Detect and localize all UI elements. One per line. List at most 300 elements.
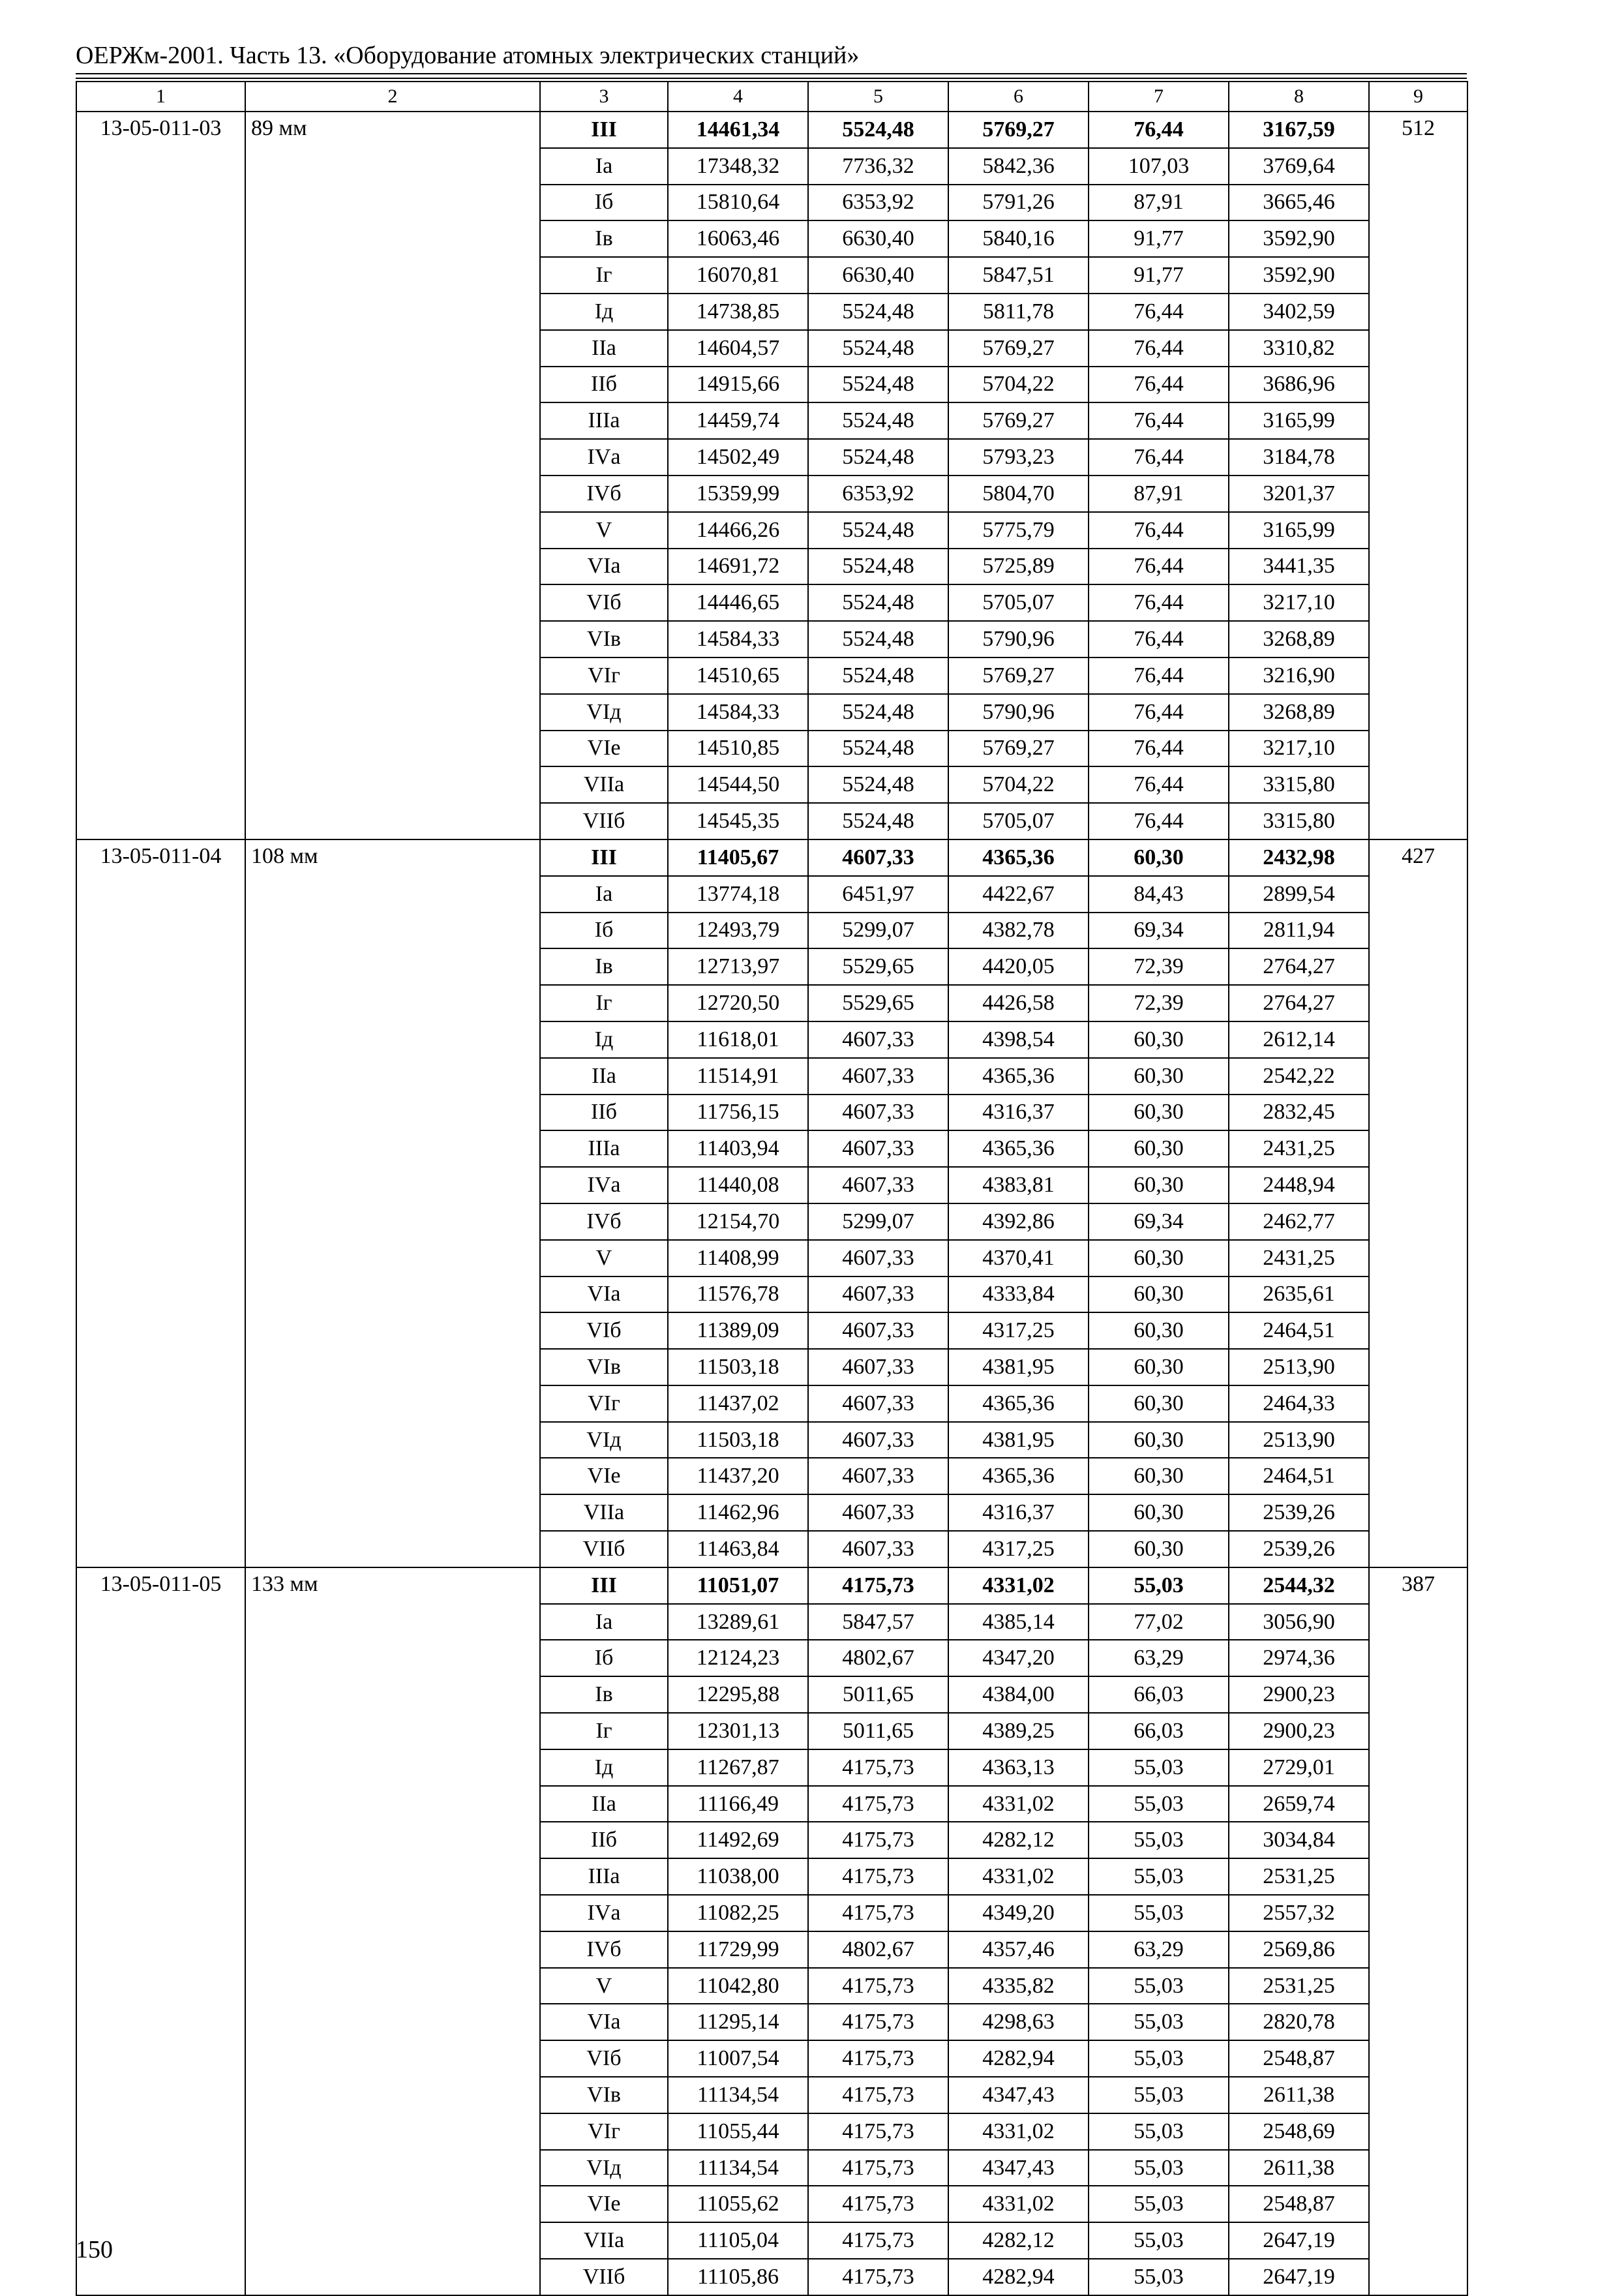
materials-cell: 2542,22 [1229, 1058, 1369, 1095]
zone-cell: IIа [540, 1058, 668, 1095]
machines-cell: 4333,84 [948, 1276, 1089, 1313]
materials-cell: 2569,86 [1229, 1931, 1369, 1968]
machines-cell: 4357,46 [948, 1931, 1089, 1968]
driver-wages-cell: 55,03 [1089, 1567, 1229, 1604]
wages-cell: 4607,33 [808, 1276, 948, 1313]
driver-wages-cell: 60,30 [1089, 1021, 1229, 1058]
total-cost-cell: 14544,50 [668, 766, 808, 803]
zone-cell: VIа [540, 549, 668, 585]
total-cost-cell: 14461,34 [668, 112, 808, 148]
materials-cell: 2548,69 [1229, 2113, 1369, 2150]
driver-wages-cell: 60,30 [1089, 1422, 1229, 1458]
driver-wages-cell: 60,30 [1089, 1349, 1229, 1385]
table-row [76, 839, 1467, 876]
driver-wages-cell: 60,30 [1089, 1458, 1229, 1494]
machines-cell: 4383,81 [948, 1167, 1089, 1203]
wages-cell: 4175,73 [808, 1786, 948, 1822]
total-cost-cell: 14604,57 [668, 330, 808, 367]
materials-cell: 3310,82 [1229, 330, 1369, 367]
machines-cell: 4317,25 [948, 1531, 1089, 1567]
total-cost-cell: 11492,69 [668, 1822, 808, 1858]
total-cost-cell: 12154,70 [668, 1203, 808, 1240]
wages-cell: 5524,48 [808, 330, 948, 367]
driver-wages-cell: 91,77 [1089, 220, 1229, 257]
driver-wages-cell: 76,44 [1089, 584, 1229, 621]
driver-wages-cell: 60,30 [1089, 1312, 1229, 1349]
materials-cell: 2464,51 [1229, 1458, 1369, 1494]
zone-cell: IVа [540, 1167, 668, 1203]
driver-wages-cell: 76,44 [1089, 803, 1229, 839]
machines-cell: 4316,37 [948, 1494, 1089, 1531]
driver-wages-cell: 76,44 [1089, 657, 1229, 694]
wages-cell: 4175,73 [808, 2259, 948, 2295]
wages-cell: 4175,73 [808, 1749, 948, 1786]
wages-cell: 4175,73 [808, 1968, 948, 2004]
wages-cell: 4607,33 [808, 1385, 948, 1422]
zone-cell: VIг [540, 657, 668, 694]
machines-cell: 4385,14 [948, 1604, 1089, 1640]
machines-cell: 4282,94 [948, 2259, 1089, 2295]
wages-cell: 5524,48 [808, 657, 948, 694]
wages-cell: 5524,48 [808, 402, 948, 439]
machines-cell: 4398,54 [948, 1021, 1089, 1058]
wages-cell: 5524,48 [808, 694, 948, 731]
table-body [76, 82, 1467, 2295]
wages-cell: 6451,97 [808, 876, 948, 913]
total-cost-cell: 12301,13 [668, 1713, 808, 1749]
driver-wages-cell: 76,44 [1089, 439, 1229, 476]
zone-cell: IVа [540, 439, 668, 476]
materials-cell: 3402,59 [1229, 294, 1369, 330]
materials-cell: 2611,38 [1229, 2150, 1369, 2186]
zone-cell: Iд [540, 294, 668, 330]
machines-cell: 5704,22 [948, 367, 1089, 403]
wages-cell: 4607,33 [808, 839, 948, 876]
machines-cell: 4365,36 [948, 839, 1089, 876]
driver-wages-cell: 60,30 [1089, 1095, 1229, 1131]
materials-cell: 2811,94 [1229, 913, 1369, 949]
zone-cell: IVа [540, 1895, 668, 1931]
materials-cell: 2513,90 [1229, 1349, 1369, 1385]
total-cost-cell: 12713,97 [668, 948, 808, 985]
zone-cell: IVб [540, 476, 668, 512]
driver-wages-cell: 55,03 [1089, 1822, 1229, 1858]
wages-cell: 6630,40 [808, 220, 948, 257]
wages-cell: 5524,48 [808, 766, 948, 803]
wages-cell: 5524,48 [808, 584, 948, 621]
materials-cell: 3315,80 [1229, 766, 1369, 803]
driver-wages-cell: 107,03 [1089, 148, 1229, 185]
total-cost-cell: 11729,99 [668, 1931, 808, 1968]
wages-cell: 5524,48 [808, 803, 948, 839]
wages-cell: 5524,48 [808, 731, 948, 767]
materials-cell: 3441,35 [1229, 549, 1369, 585]
wages-cell: 5524,48 [808, 439, 948, 476]
machines-cell: 4370,41 [948, 1240, 1089, 1276]
total-cost-cell: 14446,65 [668, 584, 808, 621]
zone-cell: Iа [540, 1604, 668, 1640]
materials-cell: 2820,78 [1229, 2004, 1369, 2040]
driver-wages-cell: 76,44 [1089, 330, 1229, 367]
zone-cell: Iб [540, 1640, 668, 1676]
price-table [76, 81, 1468, 2296]
materials-cell: 2900,23 [1229, 1676, 1369, 1713]
wages-cell: 4175,73 [808, 2186, 948, 2222]
driver-wages-cell: 60,30 [1089, 1058, 1229, 1095]
total-cost-cell: 11105,86 [668, 2259, 808, 2295]
driver-wages-cell: 84,43 [1089, 876, 1229, 913]
zone-cell: IIа [540, 1786, 668, 1822]
materials-cell: 3165,99 [1229, 402, 1369, 439]
machines-cell: 4282,12 [948, 1822, 1089, 1858]
driver-wages-cell: 66,03 [1089, 1713, 1229, 1749]
machines-cell: 4381,95 [948, 1349, 1089, 1385]
total-cost-cell: 11408,99 [668, 1240, 808, 1276]
total-cost-cell: 11437,02 [668, 1385, 808, 1422]
column-number: 7 [1089, 82, 1229, 112]
total-cost-cell: 11267,87 [668, 1749, 808, 1786]
zone-cell: VIе [540, 2186, 668, 2222]
total-cost-cell: 11576,78 [668, 1276, 808, 1313]
driver-wages-cell: 76,44 [1089, 621, 1229, 657]
machines-cell: 4382,78 [948, 913, 1089, 949]
machines-cell: 5790,96 [948, 621, 1089, 657]
diameter-cell: 89 мм [245, 112, 540, 839]
total-cost-cell: 11166,49 [668, 1786, 808, 1822]
total-cost-cell: 11462,96 [668, 1494, 808, 1531]
machines-cell: 4331,02 [948, 1858, 1089, 1895]
zone-cell: IIа [540, 330, 668, 367]
materials-cell: 3315,80 [1229, 803, 1369, 839]
wages-cell: 4607,33 [808, 1531, 948, 1567]
zone-cell: III [540, 1567, 668, 1604]
materials-cell: 3184,78 [1229, 439, 1369, 476]
wages-cell: 4607,33 [808, 1021, 948, 1058]
total-cost-cell: 14459,74 [668, 402, 808, 439]
machines-cell: 4347,43 [948, 2077, 1089, 2113]
zone-cell: Iв [540, 948, 668, 985]
machines-cell: 4426,58 [948, 985, 1089, 1021]
page-header: ОЕРЖм-2001. Часть 13. «Оборудование атомных электрических станций» [76, 42, 860, 69]
materials-cell: 3201,37 [1229, 476, 1369, 512]
total-cost-cell: 15359,99 [668, 476, 808, 512]
machines-cell: 4384,00 [948, 1676, 1089, 1713]
driver-wages-cell: 76,44 [1089, 731, 1229, 767]
total-cost-cell: 11055,62 [668, 2186, 808, 2222]
materials-cell: 2513,90 [1229, 1422, 1369, 1458]
zone-cell: Iб [540, 913, 668, 949]
machines-cell: 5769,27 [948, 731, 1089, 767]
wages-cell: 4607,33 [808, 1240, 948, 1276]
zone-cell: Iа [540, 148, 668, 185]
driver-wages-cell: 76,44 [1089, 112, 1229, 148]
wages-cell: 6353,92 [808, 476, 948, 512]
total-cost-cell: 12124,23 [668, 1640, 808, 1676]
wages-cell: 5524,48 [808, 549, 948, 585]
zone-cell: VIIб [540, 1531, 668, 1567]
total-cost-cell: 11105,04 [668, 2222, 808, 2259]
total-cost-cell: 11756,15 [668, 1095, 808, 1131]
zone-cell: VIIа [540, 766, 668, 803]
zone-cell: VIIб [540, 2259, 668, 2295]
zone-cell: IIIа [540, 1130, 668, 1167]
machines-cell: 4392,86 [948, 1203, 1089, 1240]
materials-cell: 3592,90 [1229, 257, 1369, 294]
total-cost-cell: 11042,80 [668, 1968, 808, 2004]
wages-cell: 6353,92 [808, 185, 948, 221]
driver-wages-cell: 76,44 [1089, 694, 1229, 731]
column-number: 5 [808, 82, 948, 112]
machines-cell: 5840,16 [948, 220, 1089, 257]
materials-cell: 2900,23 [1229, 1713, 1369, 1749]
zone-cell: VIа [540, 1276, 668, 1313]
driver-wages-cell: 72,39 [1089, 948, 1229, 985]
table-row [76, 112, 1467, 148]
driver-wages-cell: 55,03 [1089, 1786, 1229, 1822]
driver-wages-cell: 55,03 [1089, 2040, 1229, 2077]
materials-cell: 2462,77 [1229, 1203, 1369, 1240]
wages-cell: 4607,33 [808, 1422, 948, 1458]
materials-cell: 3167,59 [1229, 112, 1369, 148]
column-number: 9 [1369, 82, 1467, 112]
driver-wages-cell: 76,44 [1089, 402, 1229, 439]
machines-cell: 5769,27 [948, 112, 1089, 148]
column-number: 4 [668, 82, 808, 112]
zone-cell: VIб [540, 2040, 668, 2077]
materials-cell: 2464,33 [1229, 1385, 1369, 1422]
machines-cell: 4349,20 [948, 1895, 1089, 1931]
total-cost-cell: 11514,91 [668, 1058, 808, 1095]
total-cost-cell: 17348,32 [668, 148, 808, 185]
machines-cell: 4316,37 [948, 1095, 1089, 1131]
machines-cell: 5769,27 [948, 657, 1089, 694]
machines-cell: 4389,25 [948, 1713, 1089, 1749]
driver-wages-cell: 60,30 [1089, 1276, 1229, 1313]
wages-cell: 5524,48 [808, 621, 948, 657]
zone-cell: IVб [540, 1931, 668, 1968]
total-cost-cell: 11038,00 [668, 1858, 808, 1895]
zone-cell: IIIа [540, 1858, 668, 1895]
machines-cell: 4298,63 [948, 2004, 1089, 2040]
machines-cell: 5790,96 [948, 694, 1089, 731]
driver-wages-cell: 76,44 [1089, 512, 1229, 549]
total-cost-cell: 14510,85 [668, 731, 808, 767]
wages-cell: 4607,33 [808, 1167, 948, 1203]
diameter-cell: 133 мм [245, 1567, 540, 2295]
labor-cell: 427 [1369, 839, 1467, 1567]
wages-cell: 5299,07 [808, 913, 948, 949]
zone-cell: Iв [540, 1676, 668, 1713]
machines-cell: 5725,89 [948, 549, 1089, 585]
driver-wages-cell: 66,03 [1089, 1676, 1229, 1713]
total-cost-cell: 11134,54 [668, 2150, 808, 2186]
total-cost-cell: 11134,54 [668, 2077, 808, 2113]
machines-cell: 5704,22 [948, 766, 1089, 803]
wages-cell: 4607,33 [808, 1494, 948, 1531]
zone-cell: Iг [540, 257, 668, 294]
column-number: 1 [76, 82, 245, 112]
machines-cell: 5705,07 [948, 803, 1089, 839]
materials-cell: 2539,26 [1229, 1494, 1369, 1531]
wages-cell: 5524,48 [808, 294, 948, 330]
total-cost-cell: 11403,94 [668, 1130, 808, 1167]
machines-cell: 5847,51 [948, 257, 1089, 294]
zone-cell: IVб [540, 1203, 668, 1240]
driver-wages-cell: 55,03 [1089, 1749, 1229, 1786]
wages-cell: 4607,33 [808, 1349, 948, 1385]
driver-wages-cell: 76,44 [1089, 766, 1229, 803]
driver-wages-cell: 55,03 [1089, 2186, 1229, 2222]
machines-cell: 5769,27 [948, 330, 1089, 367]
materials-cell: 2659,74 [1229, 1786, 1369, 1822]
wages-cell: 5529,65 [808, 948, 948, 985]
total-cost-cell: 16063,46 [668, 220, 808, 257]
materials-cell: 2764,27 [1229, 985, 1369, 1021]
machines-cell: 4365,36 [948, 1458, 1089, 1494]
table-row [76, 1567, 1467, 1604]
zone-cell: IIIа [540, 402, 668, 439]
driver-wages-cell: 55,03 [1089, 2222, 1229, 2259]
materials-cell: 2531,25 [1229, 1858, 1369, 1895]
machines-cell: 5775,79 [948, 512, 1089, 549]
materials-cell: 2432,98 [1229, 839, 1369, 876]
wages-cell: 5524,48 [808, 367, 948, 403]
wages-cell: 4175,73 [808, 2077, 948, 2113]
wages-cell: 4607,33 [808, 1458, 948, 1494]
column-number: 6 [948, 82, 1089, 112]
wages-cell: 4607,33 [808, 1095, 948, 1131]
total-cost-cell: 14510,65 [668, 657, 808, 694]
total-cost-cell: 12295,88 [668, 1676, 808, 1713]
zone-cell: VIб [540, 584, 668, 621]
total-cost-cell: 11405,67 [668, 839, 808, 876]
wages-cell: 5524,48 [808, 512, 948, 549]
total-cost-cell: 11503,18 [668, 1422, 808, 1458]
zone-cell: VIIа [540, 2222, 668, 2259]
machines-cell: 4365,36 [948, 1385, 1089, 1422]
driver-wages-cell: 55,03 [1089, 2004, 1229, 2040]
header-rule [76, 78, 1467, 79]
wages-cell: 4175,73 [808, 2150, 948, 2186]
zone-cell: VIIб [540, 803, 668, 839]
zone-cell: III [540, 839, 668, 876]
total-cost-cell: 11463,84 [668, 1531, 808, 1567]
machines-cell: 5705,07 [948, 584, 1089, 621]
zone-cell: VIб [540, 1312, 668, 1349]
materials-cell: 2431,25 [1229, 1240, 1369, 1276]
column-number-row [76, 82, 1467, 112]
zone-cell: IIб [540, 1822, 668, 1858]
materials-cell: 2464,51 [1229, 1312, 1369, 1349]
zone-cell: Iв [540, 220, 668, 257]
driver-wages-cell: 91,77 [1089, 257, 1229, 294]
wages-cell: 4175,73 [808, 1858, 948, 1895]
driver-wages-cell: 55,03 [1089, 2259, 1229, 2295]
total-cost-cell: 14691,72 [668, 549, 808, 585]
driver-wages-cell: 60,30 [1089, 1385, 1229, 1422]
rate-code-cell: 13-05-011-04 [76, 839, 245, 1567]
materials-cell: 3165,99 [1229, 512, 1369, 549]
zone-cell: III [540, 112, 668, 148]
machines-cell: 4331,02 [948, 2113, 1089, 2150]
labor-cell: 512 [1369, 112, 1467, 839]
driver-wages-cell: 87,91 [1089, 476, 1229, 512]
total-cost-cell: 11503,18 [668, 1349, 808, 1385]
zone-cell: V [540, 512, 668, 549]
materials-cell: 3592,90 [1229, 220, 1369, 257]
zone-cell: IIб [540, 367, 668, 403]
diameter-cell: 108 мм [245, 839, 540, 1567]
materials-cell: 2557,32 [1229, 1895, 1369, 1931]
driver-wages-cell: 55,03 [1089, 1895, 1229, 1931]
zone-cell: VIе [540, 1458, 668, 1494]
machines-cell: 5811,78 [948, 294, 1089, 330]
materials-cell: 3769,64 [1229, 148, 1369, 185]
driver-wages-cell: 69,34 [1089, 913, 1229, 949]
total-cost-cell: 14466,26 [668, 512, 808, 549]
total-cost-cell: 11618,01 [668, 1021, 808, 1058]
labor-cell: 387 [1369, 1567, 1467, 2295]
materials-cell: 2832,45 [1229, 1095, 1369, 1131]
driver-wages-cell: 55,03 [1089, 1858, 1229, 1895]
wages-cell: 4607,33 [808, 1058, 948, 1095]
total-cost-cell: 11437,20 [668, 1458, 808, 1494]
zone-cell: VIа [540, 2004, 668, 2040]
rate-code-cell: 13-05-011-03 [76, 112, 245, 839]
wages-cell: 5011,65 [808, 1676, 948, 1713]
zone-cell: VIIа [540, 1494, 668, 1531]
driver-wages-cell: 55,03 [1089, 1968, 1229, 2004]
materials-cell: 2612,14 [1229, 1021, 1369, 1058]
machines-cell: 4420,05 [948, 948, 1089, 985]
materials-cell: 3217,10 [1229, 731, 1369, 767]
machines-cell: 4347,20 [948, 1640, 1089, 1676]
materials-cell: 2531,25 [1229, 1968, 1369, 2004]
column-number: 3 [540, 82, 668, 112]
zone-cell: Iа [540, 876, 668, 913]
materials-cell: 2548,87 [1229, 2040, 1369, 2077]
wages-cell: 5524,48 [808, 112, 948, 148]
zone-cell: Iг [540, 985, 668, 1021]
zone-cell: V [540, 1240, 668, 1276]
materials-cell: 3268,89 [1229, 694, 1369, 731]
machines-cell: 4363,13 [948, 1749, 1089, 1786]
total-cost-cell: 11389,09 [668, 1312, 808, 1349]
zone-cell: VIд [540, 2150, 668, 2186]
driver-wages-cell: 60,30 [1089, 1130, 1229, 1167]
materials-cell: 2544,32 [1229, 1567, 1369, 1604]
materials-cell: 2635,61 [1229, 1276, 1369, 1313]
zone-cell: VIв [540, 621, 668, 657]
materials-cell: 3217,10 [1229, 584, 1369, 621]
zone-cell: VIе [540, 731, 668, 767]
driver-wages-cell: 63,29 [1089, 1640, 1229, 1676]
materials-cell: 3034,84 [1229, 1822, 1369, 1858]
driver-wages-cell: 69,34 [1089, 1203, 1229, 1240]
materials-cell: 2448,94 [1229, 1167, 1369, 1203]
materials-cell: 2539,26 [1229, 1531, 1369, 1567]
machines-cell: 4317,25 [948, 1312, 1089, 1349]
materials-cell: 2647,19 [1229, 2222, 1369, 2259]
wages-cell: 4175,73 [808, 1822, 948, 1858]
machines-cell: 5769,27 [948, 402, 1089, 439]
total-cost-cell: 14738,85 [668, 294, 808, 330]
page-number: 150 [76, 2236, 113, 2263]
zone-cell: Iг [540, 1713, 668, 1749]
column-number: 2 [245, 82, 540, 112]
zone-cell: Iд [540, 1021, 668, 1058]
machines-cell: 5791,26 [948, 185, 1089, 221]
